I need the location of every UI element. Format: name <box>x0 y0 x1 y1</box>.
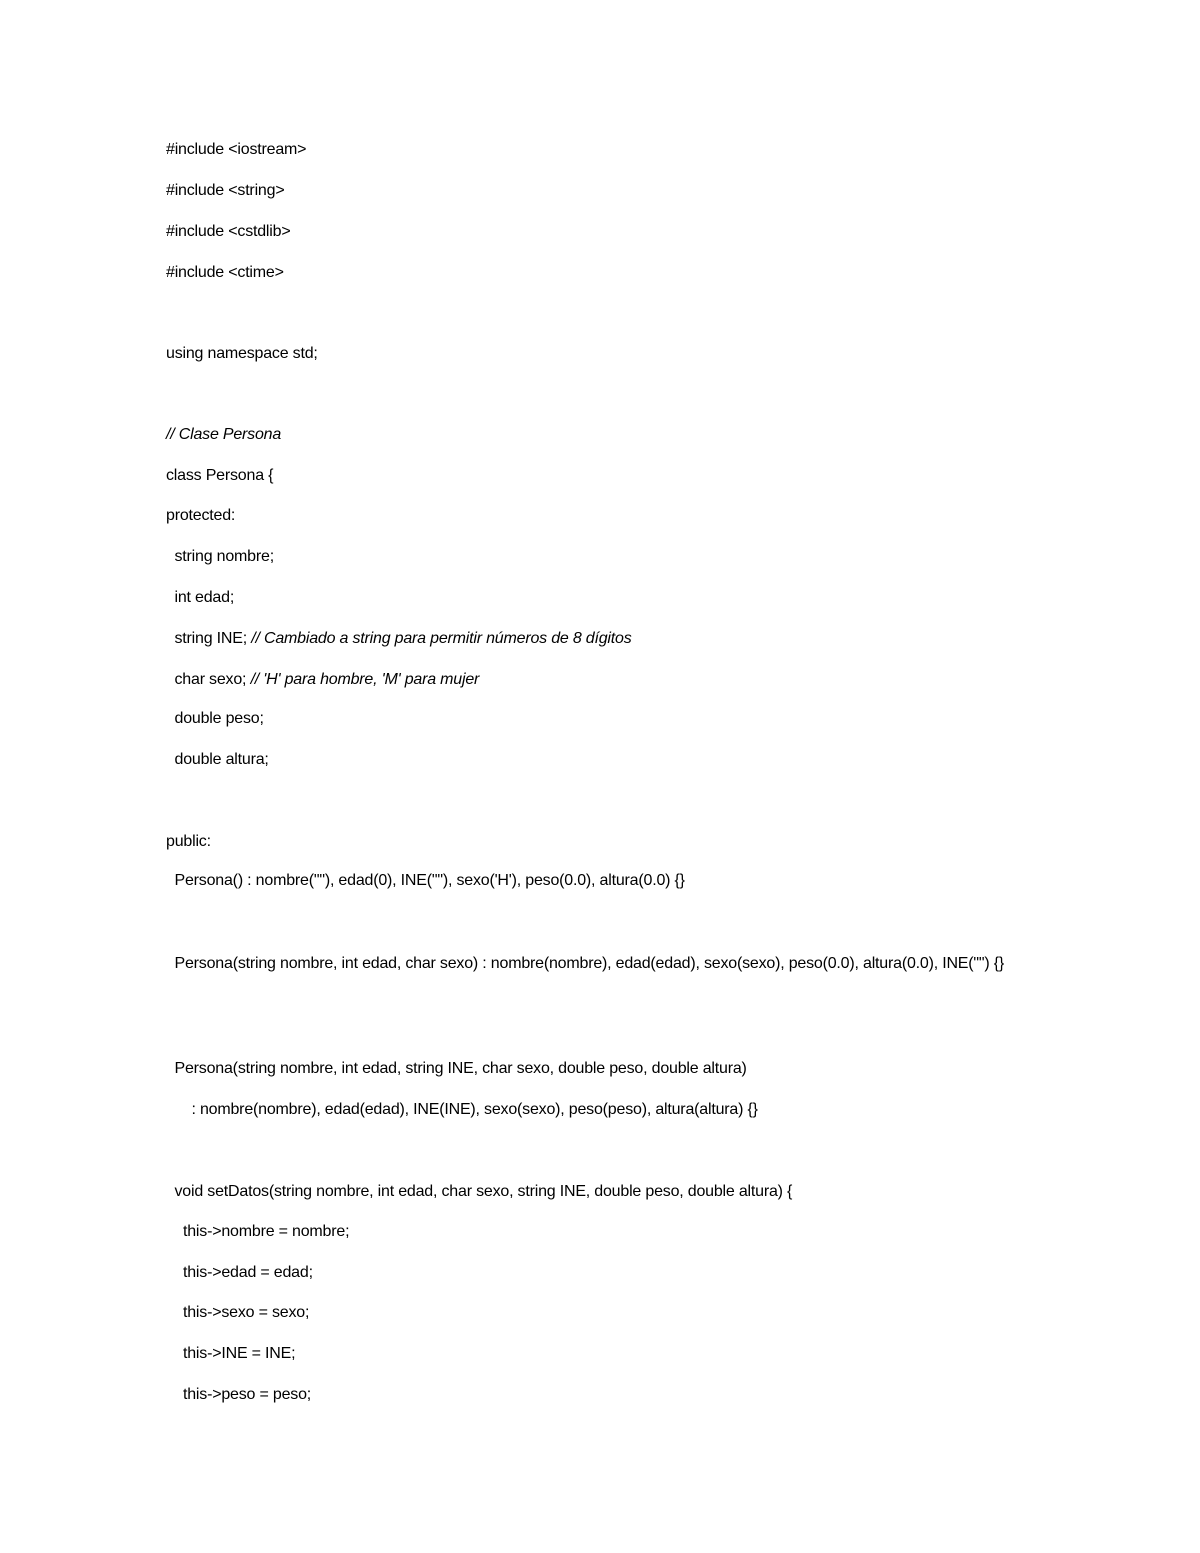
code-text: Persona() : nombre(""), edad(0), INE(""), sexo('H'), peso(0.0), altura(0.0) {} <box>166 872 685 889</box>
code-line <box>166 343 318 365</box>
code-comment: // Clase Persona <box>166 426 282 443</box>
code-line <box>166 628 632 650</box>
code-line <box>166 139 306 161</box>
code-line <box>166 870 685 892</box>
code-text: this->peso = peso; <box>166 1386 312 1403</box>
code-text: this->INE = INE; <box>166 1345 296 1362</box>
code-line <box>166 546 274 568</box>
code-line <box>166 1302 309 1324</box>
code-line <box>166 1384 311 1406</box>
code-line <box>166 1181 792 1203</box>
code-line <box>166 587 234 609</box>
code-text: void setDatos(string nombre, int edad, char sexo, string INE, double peso, double altura) { <box>166 1183 793 1200</box>
code-text: char sexo; <box>166 671 251 688</box>
code-comment: // Cambiado a string para permitir números de 8 dígitos <box>251 630 632 647</box>
code-text: using namespace std; <box>166 345 318 362</box>
code-text: this->nombre = nombre; <box>166 1223 350 1240</box>
code-text: public: <box>166 833 211 850</box>
code-text: this->sexo = sexo; <box>166 1304 310 1321</box>
code-line <box>166 708 264 730</box>
code-line <box>166 1221 349 1243</box>
code-comment: // 'H' para hombre, 'M' para mujer <box>250 671 480 688</box>
code-line <box>166 749 269 771</box>
code-line <box>166 180 284 202</box>
code-line <box>166 465 273 487</box>
code-text: #include <cstdlib> <box>166 223 291 240</box>
code-text: protected: <box>166 507 236 524</box>
code-line <box>166 221 291 243</box>
code-line <box>166 505 235 527</box>
code-text: #include <string> <box>166 182 285 199</box>
code-text: #include <ctime> <box>166 264 284 281</box>
code-text: this->edad = edad; <box>166 1264 313 1281</box>
code-text: string nombre; <box>166 548 274 565</box>
code-text: class Persona { <box>166 467 274 484</box>
code-line <box>166 262 284 284</box>
code-text: : nombre(nombre), edad(edad), INE(INE), sexo(sexo), peso(peso), altura(altura) {} <box>166 1101 758 1118</box>
code-text: double peso; <box>166 710 264 727</box>
code-line <box>166 953 1016 975</box>
code-line <box>166 1262 313 1284</box>
code-line <box>166 831 211 853</box>
code-text: int edad; <box>166 589 235 606</box>
code-text: Persona(string nombre, int edad, char sexo) : nombre(nombre), edad(edad), sexo(sexo), peso(0.0), altura(0.0), INE("") {} <box>166 955 1005 972</box>
code-line <box>166 1343 295 1365</box>
code-line <box>166 669 479 691</box>
code-text: #include <iostream> <box>166 141 307 158</box>
code-line <box>166 1099 758 1121</box>
code-text: Persona(string nombre, int edad, string INE, char sexo, double peso, double altura) <box>166 1060 747 1077</box>
code-text: double altura; <box>166 751 269 768</box>
code-line <box>166 1058 747 1080</box>
code-text: string INE; <box>166 630 252 647</box>
code-line <box>166 424 281 446</box>
